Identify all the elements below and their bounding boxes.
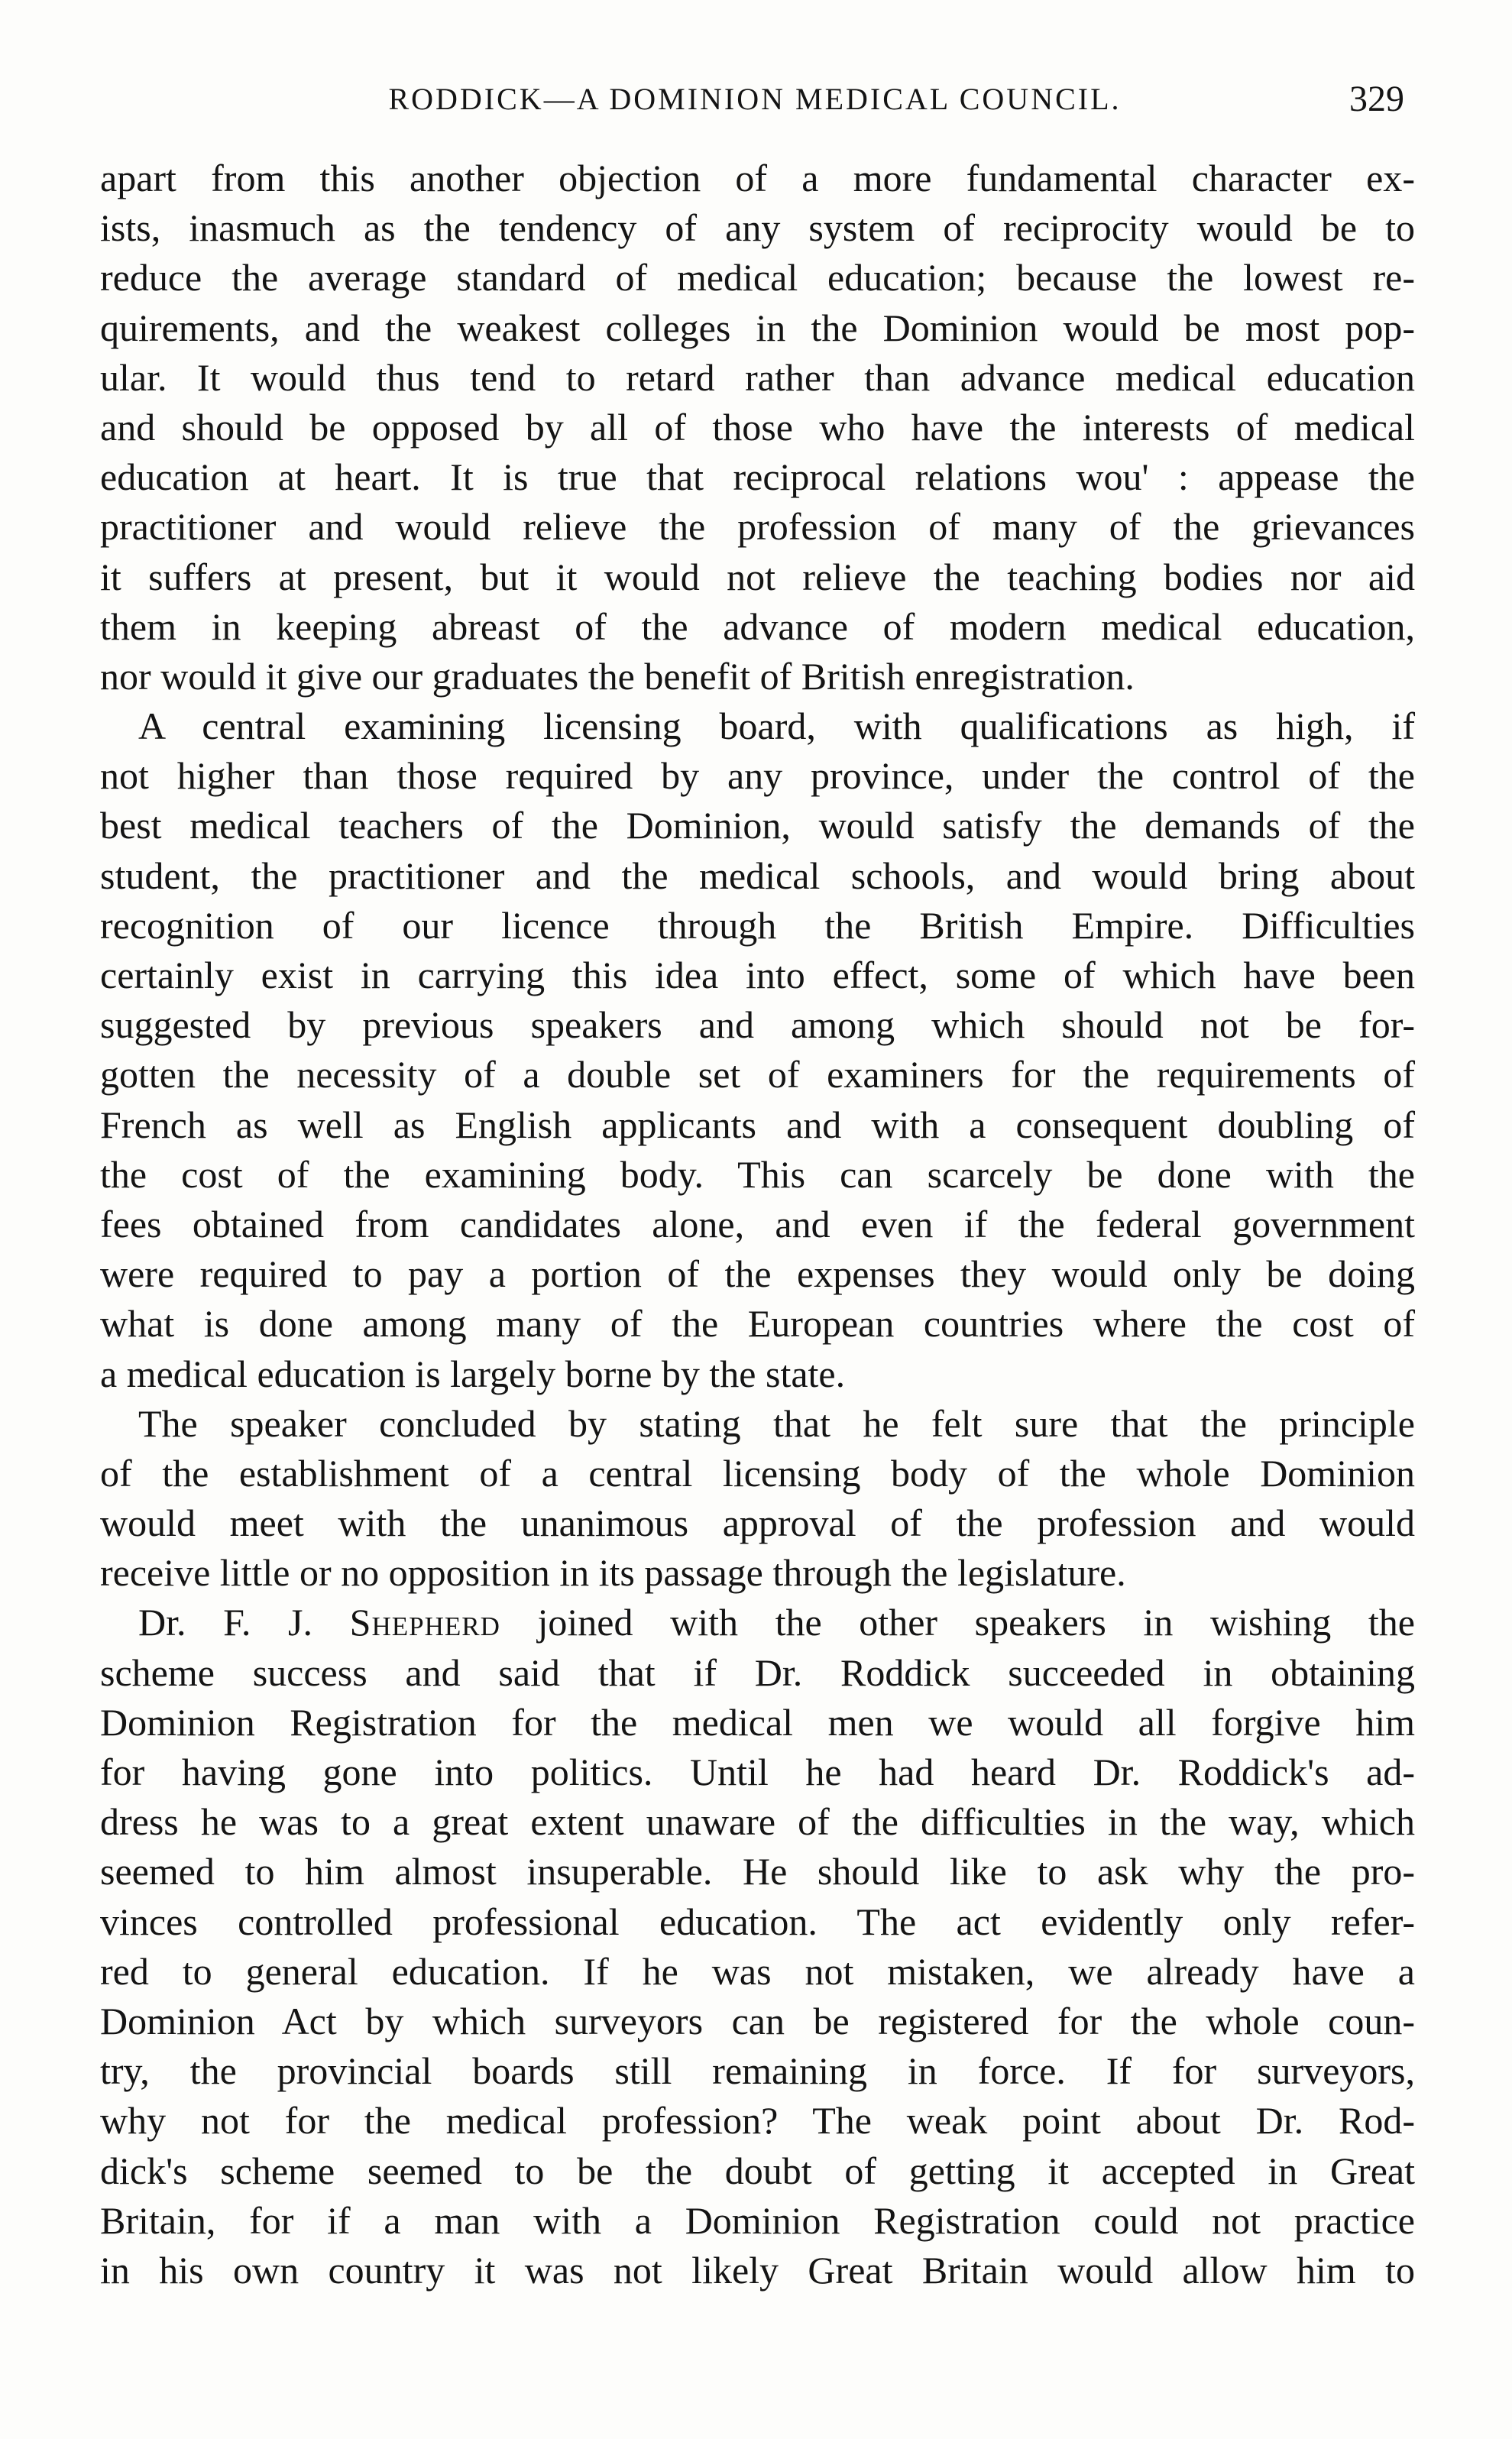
text-line: quirements, and the weakest colleges in the Dominion would be most pop-	[100, 306, 1415, 349]
text-line: ular. It would thus tend to retard rather than advance medical education	[100, 355, 1415, 399]
text-line: education at heart. It is true that reciprocal relations wou' : appease the	[100, 455, 1415, 499]
text-line: it suffers at present, but it would not relieve the teaching bodies nor aid	[100, 555, 1415, 598]
paragraph-shepherd	[100, 1598, 1415, 2295]
text-line: dress he was to a great extent unaware of the difficulties in the way, which	[100, 1800, 1415, 1844]
text-line: vinces controlled professional education. The act evidently only refer-	[100, 1900, 1415, 1943]
text-line: and should be opposed by all of those who have the interests of medical	[100, 405, 1415, 449]
body-text	[100, 154, 1415, 2295]
text-line: why not for the medical profession? The weak point about Dr. Rod-	[100, 2099, 1415, 2143]
text-line: Dominion Act by which surveyors can be registered for the whole coun-	[100, 1999, 1415, 2042]
text-line: a medical education is largely borne by the state.	[100, 1352, 846, 1395]
text-line: best medical teachers of the Dominion, would satisfy the demands of the	[100, 804, 1415, 847]
text-line: suggested by previous speakers and among which should not be for-	[100, 1003, 1415, 1047]
page-number: 329	[1349, 79, 1404, 119]
text-line: The speaker concluded by stating that he felt sure that the principle	[138, 1401, 1415, 1445]
text-line: not higher than those required by any province, under the control of the	[100, 754, 1415, 798]
text-line: nor would it give our graduates the benefit of British enregistration.	[100, 654, 1135, 698]
text-line: Dominion Registration for the medical men we would all forgive him	[100, 1700, 1415, 1744]
text-line: apart from this another objection of a more fundamental character ex-	[100, 157, 1415, 199]
text-line: for having gone into politics. Until he had heard Dr. Roddick's ad-	[100, 1751, 1415, 1793]
text-line: would meet with the unanimous approval of the profession and would	[100, 1501, 1415, 1545]
text-line: try, the provincial boards still remaining in force. If for surveyors,	[100, 2049, 1415, 2093]
text-line: dick's scheme seemed to be the doubt of getting it accepted in Great	[100, 2149, 1415, 2192]
text-line: what is done among many of the European countries where the cost of	[100, 1302, 1415, 1346]
text-line: reduce the average standard of medical education; because the lowest re-	[100, 256, 1415, 300]
text-line: of the establishment of a central licensing body of the whole Dominion	[100, 1451, 1415, 1495]
text-line: seemed to him almost insuperable. He should like to ask why the pro-	[100, 1850, 1415, 1893]
text-line: were required to pay a portion of the expenses they would only be doing	[100, 1252, 1415, 1296]
page-header	[105, 75, 1404, 124]
text-line: gotten the necessity of a double set of examiners for the requirements of	[100, 1053, 1415, 1096]
text-line: French as well as English applicants and with a consequent doubling of	[100, 1103, 1415, 1146]
text-line: student, the practitioner and the medical schools, and would bring about	[100, 853, 1415, 897]
text-line: ists, inasmuch as the tendency of any system of reciprocity would be to	[100, 206, 1415, 250]
text-line: the cost of the examining body. This can scarcely be done with the	[100, 1152, 1415, 1196]
text-line-speaker: Dr. F. J. Shepherd joined with the other speakers in wishing the	[138, 1601, 1416, 1644]
paragraph-central-board	[100, 701, 1415, 1399]
speaker-name: Shepherd	[349, 1601, 500, 1644]
text-line: recognition of our licence through the British Empire. Difficulties	[100, 903, 1415, 947]
text-line: red to general education. If he was not mistaken, we already have a	[100, 1949, 1415, 1993]
text-line: practitioner and would relieve the profession of many of the grievances	[100, 505, 1415, 549]
text-line: certainly exist in carrying this idea into effect, some of which have been	[100, 954, 1415, 996]
text-line: fees obtained from candidates alone, and even if the federal government	[100, 1202, 1415, 1245]
text-line: scheme success and said that if Dr. Roddick succeeded in obtaining	[100, 1650, 1415, 1694]
text-line: receive little or no opposition in its passage through the legislature.	[100, 1551, 1126, 1595]
text-line: A central examining licensing board, with qualifications as high, if	[138, 704, 1415, 748]
text-line: them in keeping abreast of the advance of modern medical education,	[100, 604, 1415, 648]
text-line: Britain, for if a man with a Dominion Registration could not practice	[100, 2198, 1415, 2242]
paragraph-speaker-concluded	[100, 1399, 1415, 1598]
text-line: in his own country it was not likely Great Britain would allow him to	[100, 2248, 1415, 2292]
running-head: RODDICK—A DOMINION MEDICAL COUNCIL.	[388, 82, 1122, 116]
paragraph-continuation	[100, 154, 1415, 701]
